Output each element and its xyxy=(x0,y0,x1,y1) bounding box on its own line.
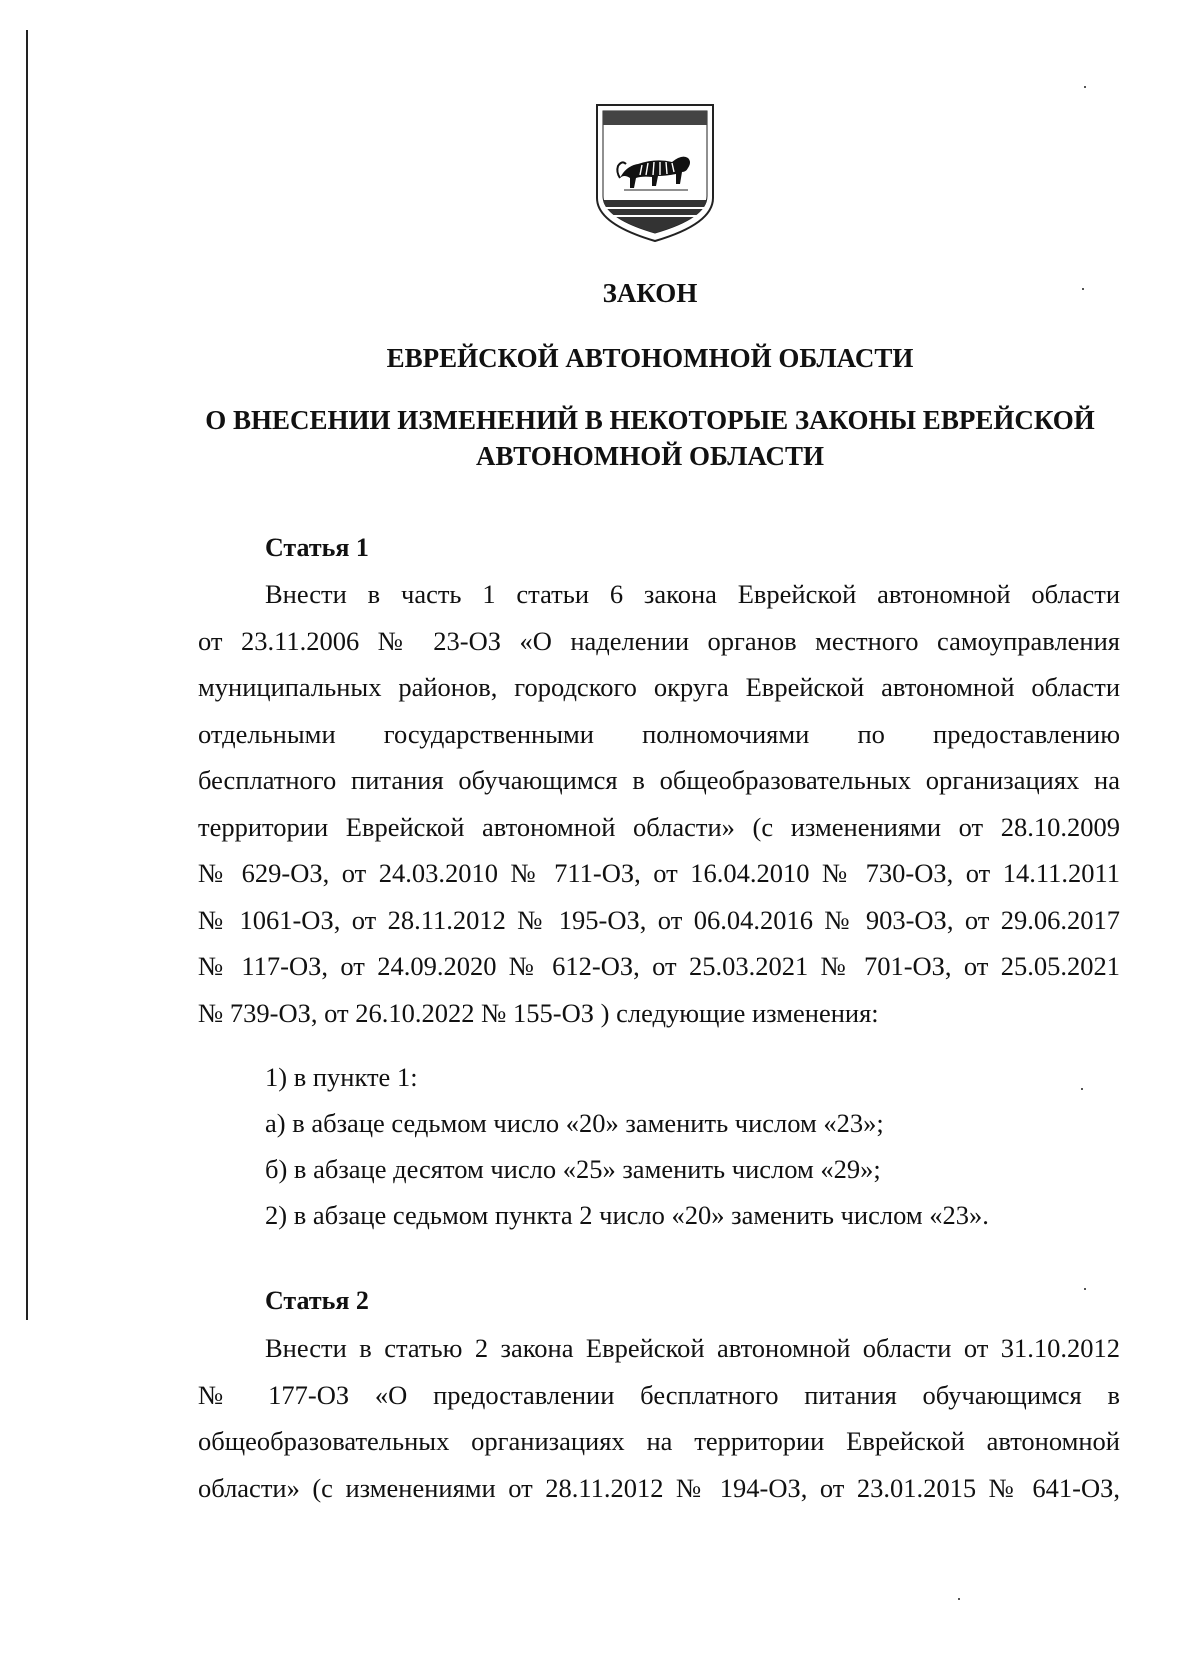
text-line: № 177-ОЗ «О предоставлении бесплатного питания обучающимся в xyxy=(198,1379,1120,1410)
text-line: № 117-ОЗ, от 24.09.2020 № 612-ОЗ, от 25.03.2021 № 701-ОЗ, от 25.05.2021 xyxy=(198,951,1120,981)
article-1-body xyxy=(198,571,1120,1036)
scan-edge-line xyxy=(26,30,28,1320)
region-name: ЕВРЕЙСКОЙ АВТОНОМНОЙ ОБЛАСТИ xyxy=(386,343,914,373)
text-line: Внести в часть 1 статьи 6 закона Еврейской автономной области xyxy=(265,579,1120,609)
text-line: отдельными государственными полномочиями по предоставлению xyxy=(198,718,1120,749)
text-line: № 629-ОЗ, от 24.03.2010 № 711-ОЗ, от 16.04.2010 № 730-ОЗ, от 14.11.2011 xyxy=(198,858,1120,888)
document-title: ЗАКОН xyxy=(602,278,698,308)
text-line: области» (с изменениями от 28.11.2012 № 194-ОЗ, от 23.01.2015 № 641-ОЗ, xyxy=(198,1472,1120,1503)
scan-speck xyxy=(1084,86,1086,88)
scan-speck xyxy=(1081,1088,1083,1090)
text-line: № 1061-ОЗ, от 28.11.2012 № 195-ОЗ, от 06.04.2016 № 903-ОЗ, от 29.06.2017 xyxy=(198,904,1120,935)
text-line: муниципальных районов, городского округа Еврейской автономной области xyxy=(198,672,1120,702)
amendment-item: б) в абзаце десятом число «25» заменить числом «29»; xyxy=(265,1154,881,1184)
law-subject xyxy=(180,402,1120,474)
scan-speck xyxy=(1082,288,1084,290)
scan-speck xyxy=(958,1598,960,1600)
tiger-coat-of-arms-icon xyxy=(594,102,716,244)
law-subject-line: АВТОНОМНОЙ ОБЛАСТИ xyxy=(475,441,824,471)
amendment-item: 2) в абзаце седьмом пункта 2 число «20» заменить числом «23». xyxy=(265,1200,989,1230)
text-line: территории Еврейской автономной области» (с изменениями от 28.10.2009 xyxy=(198,811,1120,842)
text-line: от 23.11.2006 № 23-ОЗ «О наделении органов местного самоуправления xyxy=(198,625,1120,656)
law-subject-line: О ВНЕСЕНИИ ИЗМЕНЕНИЙ В НЕКОТОРЫЕ ЗАКОНЫ ЕВРЕЙСКОЙ xyxy=(205,405,1095,435)
amendment-item: а) в абзаце седьмом число «20» заменить числом «23»; xyxy=(265,1108,884,1138)
scan-speck xyxy=(1084,1288,1086,1290)
article-2-heading: Статья 2 xyxy=(265,1286,369,1315)
text-line: общеобразовательных организациях на территории Еврейской автономной xyxy=(198,1426,1120,1456)
text-line: Внести в статью 2 закона Еврейской автономной области от 31.10.2012 xyxy=(265,1333,1120,1363)
article-2-body xyxy=(198,1325,1120,1511)
amendment-item: 1) в пункте 1: xyxy=(265,1062,418,1092)
article-1-heading: Статья 1 xyxy=(265,533,369,562)
text-line: № 739-ОЗ, от 26.10.2022 № 155-ОЗ ) следующие изменения: xyxy=(198,997,879,1028)
text-line: бесплатного питания обучающимся в общеобразовательных организациях на xyxy=(198,765,1120,795)
